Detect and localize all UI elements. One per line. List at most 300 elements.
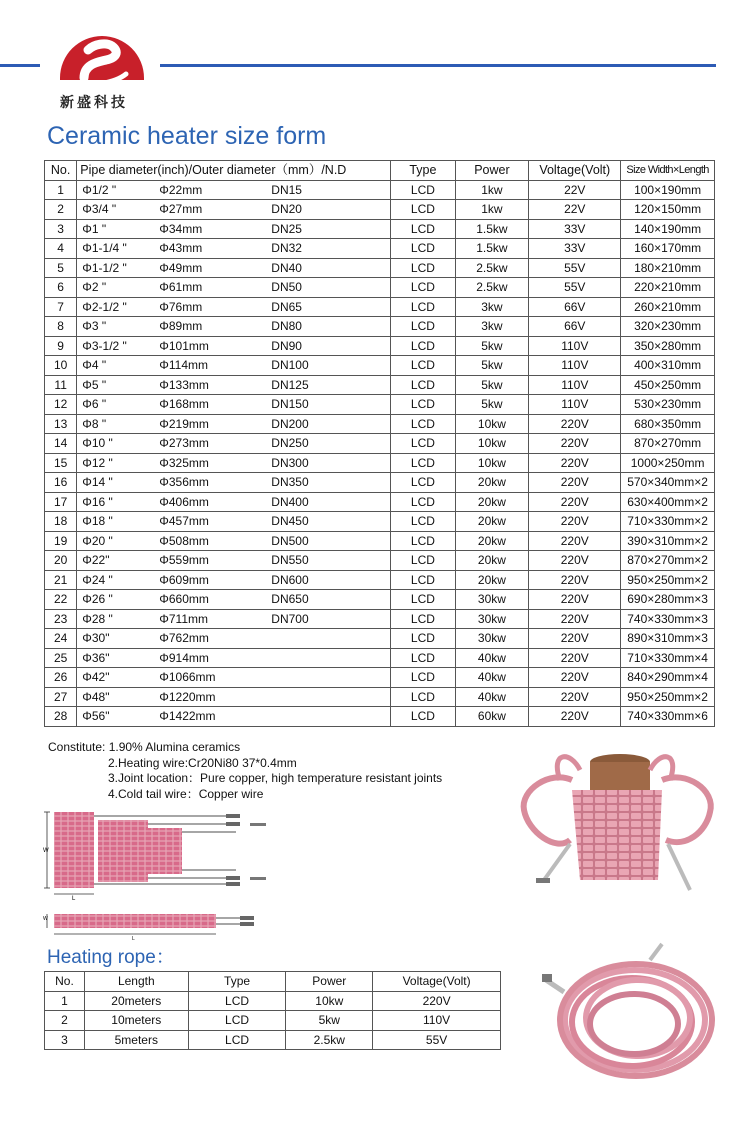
cell-size: 740×330mm×3: [621, 609, 715, 629]
cell-size: 680×350mm: [621, 414, 715, 434]
cell-pipe-diameter: [77, 492, 391, 512]
cell-mm: Φ1066mm: [159, 670, 216, 685]
cell-power: 5kw: [455, 375, 529, 395]
cell-pipe-diameter: [77, 570, 391, 590]
constitute-notes: [48, 740, 442, 802]
rope-cell-length: 20meters: [84, 991, 188, 1011]
table-row: [45, 258, 715, 278]
cell-voltage: 55V: [529, 278, 621, 298]
cell-type: LCD: [391, 609, 455, 629]
table-row: [45, 356, 715, 376]
cell-size: 100×190mm: [621, 180, 715, 200]
cell-power: 5kw: [455, 356, 529, 376]
cell-size: 630×400mm×2: [621, 492, 715, 512]
constitute-line: Constitute: 1.90% Alumina ceramics: [48, 740, 241, 754]
col-voltage: Voltage(Volt): [529, 161, 621, 181]
cell-pipe-diameter: [77, 297, 391, 317]
cell-power: 3kw: [455, 297, 529, 317]
cell-size: 870×270mm: [621, 434, 715, 454]
cell-size: 890×310mm×3: [621, 629, 715, 649]
company-logo-icon: [54, 20, 150, 90]
cell-no: 8: [45, 317, 77, 337]
rope-header-row: [45, 972, 501, 992]
cell-voltage: 220V: [529, 648, 621, 668]
table-row: [45, 668, 715, 688]
cell-power: 5kw: [455, 395, 529, 415]
l-dimension-label: L: [72, 896, 76, 902]
heater-pad-diagram: [40, 806, 280, 946]
cell-pipe-diameter: [77, 512, 391, 532]
cell-mm: Φ914mm: [159, 650, 209, 665]
cell-inch: Φ30": [82, 631, 110, 646]
cell-power: 5kw: [455, 336, 529, 356]
header-rule-left: [0, 64, 40, 67]
cell-power: 10kw: [455, 453, 529, 473]
rope-cell-power: 10kw: [286, 991, 373, 1011]
cell-nd: DN40: [271, 260, 302, 275]
cell-mm: Φ101mm: [159, 338, 209, 353]
table-row: [45, 687, 715, 707]
cell-no: 26: [45, 668, 77, 688]
table-row: [45, 200, 715, 220]
heating-rope-title: Heating rope：: [47, 947, 175, 968]
cell-mm: Φ27mm: [159, 202, 203, 217]
cell-size: 120×150mm: [621, 200, 715, 220]
cell-voltage: 220V: [529, 707, 621, 727]
cell-power: 10kw: [455, 414, 529, 434]
rope-cell-voltage: 55V: [373, 1030, 501, 1050]
table-row: [45, 453, 715, 473]
cell-no: 5: [45, 258, 77, 278]
cell-power: 20kw: [455, 512, 529, 532]
cell-no: 19: [45, 531, 77, 551]
cell-mm: Φ43mm: [159, 241, 203, 256]
cell-mm: Φ559mm: [159, 553, 209, 568]
cell-no: 18: [45, 512, 77, 532]
ceramic-heater-photo: [510, 740, 720, 900]
cell-size: 950×250mm×2: [621, 570, 715, 590]
cell-power: 20kw: [455, 551, 529, 571]
cell-mm: Φ325mm: [159, 455, 209, 470]
cell-nd: DN600: [271, 572, 309, 587]
cell-inch: Φ48": [82, 689, 110, 704]
cell-pipe-diameter: [77, 609, 391, 629]
cell-type: LCD: [391, 278, 455, 298]
cell-no: 16: [45, 473, 77, 493]
cell-inch: Φ12 ": [82, 455, 113, 470]
cell-voltage: 22V: [529, 200, 621, 220]
cell-inch: Φ10 ": [82, 436, 113, 451]
constitute-line: 3.Joint location：Pure copper, high temperature resistant joints: [108, 771, 443, 785]
cell-no: 10: [45, 356, 77, 376]
cell-mm: Φ508mm: [159, 533, 209, 548]
cell-power: 30kw: [455, 629, 529, 649]
cell-power: 1kw: [455, 180, 529, 200]
rope-col-length: Length: [84, 972, 188, 992]
cell-type: LCD: [391, 336, 455, 356]
cell-no: 9: [45, 336, 77, 356]
cell-inch: Φ20 ": [82, 533, 113, 548]
cell-type: LCD: [391, 317, 455, 337]
cell-voltage: 220V: [529, 473, 621, 493]
cell-power: 10kw: [455, 434, 529, 454]
table-row: [45, 434, 715, 454]
cell-power: 1.5kw: [455, 219, 529, 239]
cell-inch: Φ42": [82, 670, 110, 685]
cell-inch: Φ2 ": [82, 280, 107, 295]
cell-nd: DN450: [271, 514, 309, 529]
cell-type: LCD: [391, 375, 455, 395]
cell-pipe-diameter: [77, 219, 391, 239]
cell-no: 20: [45, 551, 77, 571]
cell-mm: Φ219mm: [159, 416, 209, 431]
cell-mm: Φ711mm: [159, 611, 208, 626]
cell-inch: Φ16 ": [82, 494, 113, 509]
rope-col-power: Power: [286, 972, 373, 992]
table-header-row: [45, 161, 715, 181]
rope-cell-no: 1: [45, 991, 85, 1011]
page-title: Ceramic heater size form: [47, 122, 327, 150]
cell-type: LCD: [391, 434, 455, 454]
cell-type: LCD: [391, 453, 455, 473]
cell-inch: Φ8 ": [82, 416, 107, 431]
cell-size: 870×270mm×2: [621, 551, 715, 571]
cell-size: 710×330mm×4: [621, 648, 715, 668]
cell-mm: Φ273mm: [159, 436, 209, 451]
cell-nd: DN500: [271, 533, 309, 548]
w-dimension-label: W: [43, 848, 49, 854]
cell-no: 11: [45, 375, 77, 395]
cell-nd: DN65: [271, 299, 302, 314]
cell-size: 530×230mm: [621, 395, 715, 415]
cell-inch: Φ1-1/2 ": [82, 260, 127, 275]
rope-cell-type: LCD: [188, 1011, 286, 1031]
cell-mm: Φ22mm: [159, 182, 203, 197]
cell-power: 1.5kw: [455, 239, 529, 259]
table-row: [45, 219, 715, 239]
cell-nd: DN250: [271, 436, 309, 451]
cell-power: 20kw: [455, 531, 529, 551]
cell-voltage: 220V: [529, 551, 621, 571]
cell-power: 60kw: [455, 707, 529, 727]
table-row: [45, 707, 715, 727]
cell-pipe-diameter: [77, 434, 391, 454]
cell-pipe-diameter: [77, 278, 391, 298]
cell-voltage: 220V: [529, 687, 621, 707]
table-row: [45, 317, 715, 337]
table-row: [45, 1011, 501, 1031]
cell-size: 690×280mm×3: [621, 590, 715, 610]
cell-nd: DN200: [271, 416, 309, 431]
l-dimension-label-strip: L: [132, 936, 135, 942]
cell-type: LCD: [391, 492, 455, 512]
cell-inch: Φ14 ": [82, 475, 113, 490]
cell-nd: DN100: [271, 358, 309, 373]
cell-no: 25: [45, 648, 77, 668]
cell-no: 15: [45, 453, 77, 473]
cell-mm: Φ356mm: [159, 475, 209, 490]
cell-inch: Φ22": [82, 553, 110, 568]
table-row: [45, 180, 715, 200]
cell-inch: Φ3-1/2 ": [82, 338, 127, 353]
w-dimension-label-strip: W: [43, 916, 48, 922]
cell-power: 2.5kw: [455, 278, 529, 298]
cell-nd: DN400: [271, 494, 309, 509]
cell-voltage: 220V: [529, 414, 621, 434]
cell-mm: Φ89mm: [159, 319, 203, 334]
cell-pipe-diameter: [77, 531, 391, 551]
rope-cell-type: LCD: [188, 1030, 286, 1050]
table-row: [45, 492, 715, 512]
cell-nd: DN300: [271, 455, 309, 470]
cell-nd: DN700: [271, 611, 309, 626]
table-row: [45, 239, 715, 259]
cell-size: 350×280mm: [621, 336, 715, 356]
table-row: [45, 375, 715, 395]
cell-power: 2.5kw: [455, 258, 529, 278]
cell-inch: Φ1 ": [82, 221, 107, 236]
cell-size: 950×250mm×2: [621, 687, 715, 707]
cell-inch: Φ1/2 ": [82, 182, 117, 197]
cell-pipe-diameter: [77, 200, 391, 220]
cell-voltage: 220V: [529, 668, 621, 688]
cell-no: 22: [45, 590, 77, 610]
cell-no: 2: [45, 200, 77, 220]
cell-mm: Φ61mm: [159, 280, 203, 295]
table-row: [45, 551, 715, 571]
cell-nd: DN20: [271, 202, 302, 217]
cell-type: LCD: [391, 180, 455, 200]
cell-mm: Φ168mm: [159, 397, 209, 412]
cell-no: 13: [45, 414, 77, 434]
cell-power: 20kw: [455, 570, 529, 590]
cell-pipe-diameter: [77, 648, 391, 668]
cell-voltage: 33V: [529, 219, 621, 239]
constitute-line: 2.Heating wire:Cr20Ni80 37*0.4mm: [108, 755, 297, 770]
cell-pipe-diameter: [77, 239, 391, 259]
cell-voltage: 66V: [529, 317, 621, 337]
col-no: No.: [45, 161, 77, 181]
rope-cell-power: 2.5kw: [286, 1030, 373, 1050]
rope-col-type: Type: [188, 972, 286, 992]
table-row: [45, 336, 715, 356]
cell-pipe-diameter: [77, 180, 391, 200]
table-row: [45, 531, 715, 551]
cell-size: 400×310mm: [621, 356, 715, 376]
company-name: 新盛科技: [60, 95, 128, 111]
cell-power: 30kw: [455, 590, 529, 610]
cell-size: 180×210mm: [621, 258, 715, 278]
rope-cell-length: 10meters: [84, 1011, 188, 1031]
cell-voltage: 220V: [529, 531, 621, 551]
table-row: [45, 629, 715, 649]
cell-power: 40kw: [455, 648, 529, 668]
rope-cell-voltage: 220V: [373, 991, 501, 1011]
cell-no: 17: [45, 492, 77, 512]
table-row: [45, 395, 715, 415]
cell-mm: Φ660mm: [159, 592, 209, 607]
table-row: [45, 278, 715, 298]
cell-type: LCD: [391, 668, 455, 688]
cell-nd: DN150: [271, 397, 309, 412]
cell-pipe-diameter: [77, 356, 391, 376]
cell-no: 23: [45, 609, 77, 629]
cell-type: LCD: [391, 473, 455, 493]
cell-type: LCD: [391, 648, 455, 668]
cell-power: 3kw: [455, 317, 529, 337]
cell-power: 20kw: [455, 492, 529, 512]
cell-no: 12: [45, 395, 77, 415]
cell-mm: Φ1220mm: [159, 689, 216, 704]
cell-no: 27: [45, 687, 77, 707]
cell-size: 390×310mm×2: [621, 531, 715, 551]
cell-inch: Φ36": [82, 650, 110, 665]
cell-voltage: 220V: [529, 434, 621, 454]
cell-pipe-diameter: [77, 629, 391, 649]
heating-rope-table: [44, 971, 501, 1050]
rope-cell-length: 5meters: [84, 1030, 188, 1050]
cell-type: LCD: [391, 570, 455, 590]
cell-no: 3: [45, 219, 77, 239]
cell-type: LCD: [391, 590, 455, 610]
cell-mm: Φ1422mm: [159, 709, 216, 724]
cell-voltage: 33V: [529, 239, 621, 259]
table-row: [45, 473, 715, 493]
cell-nd: DN650: [271, 592, 309, 607]
cell-mm: Φ49mm: [159, 260, 203, 275]
rope-cell-no: 2: [45, 1011, 85, 1031]
cell-type: LCD: [391, 707, 455, 727]
cell-pipe-diameter: [77, 395, 391, 415]
cell-inch: Φ5 ": [82, 377, 107, 392]
table-row: [45, 1030, 501, 1050]
table-row: [45, 648, 715, 668]
cell-type: LCD: [391, 414, 455, 434]
cell-pipe-diameter: [77, 375, 391, 395]
cell-inch: Φ1-1/4 ": [82, 241, 127, 256]
cell-size: 840×290mm×4: [621, 668, 715, 688]
cell-no: 7: [45, 297, 77, 317]
cell-inch: Φ24 ": [82, 572, 113, 587]
rope-cell-type: LCD: [188, 991, 286, 1011]
cell-voltage: 220V: [529, 492, 621, 512]
cell-nd: DN15: [271, 182, 302, 197]
cell-mm: Φ34mm: [159, 221, 203, 236]
rope-cell-power: 5kw: [286, 1011, 373, 1031]
cell-size: 320×230mm: [621, 317, 715, 337]
cell-voltage: 110V: [529, 375, 621, 395]
cell-type: LCD: [391, 239, 455, 259]
cell-mm: Φ114mm: [159, 358, 208, 373]
cell-pipe-diameter: [77, 687, 391, 707]
cell-inch: Φ26 ": [82, 592, 113, 607]
cell-pipe-diameter: [77, 668, 391, 688]
table-row: [45, 297, 715, 317]
cell-type: LCD: [391, 629, 455, 649]
cell-type: LCD: [391, 551, 455, 571]
cell-inch: Φ18 ": [82, 514, 113, 529]
cell-type: LCD: [391, 219, 455, 239]
cell-mm: Φ762mm: [159, 631, 209, 646]
cell-type: LCD: [391, 258, 455, 278]
cell-inch: Φ6 ": [82, 397, 107, 412]
cell-type: LCD: [391, 356, 455, 376]
cell-no: 14: [45, 434, 77, 454]
cell-no: 28: [45, 707, 77, 727]
cell-size: 220×210mm: [621, 278, 715, 298]
cell-voltage: 220V: [529, 609, 621, 629]
cell-inch: Φ4 ": [82, 358, 107, 373]
col-size: Size Width×Length: [621, 161, 715, 181]
cell-pipe-diameter: [77, 258, 391, 278]
table-row: [45, 590, 715, 610]
cell-nd: DN90: [271, 338, 302, 353]
cell-no: 4: [45, 239, 77, 259]
table-row: [45, 609, 715, 629]
cell-voltage: 220V: [529, 570, 621, 590]
table-row: [45, 414, 715, 434]
cell-size: 260×210mm: [621, 297, 715, 317]
cell-mm: Φ457mm: [159, 514, 209, 529]
rope-cell-voltage: 110V: [373, 1011, 501, 1031]
cell-mm: Φ76mm: [159, 299, 203, 314]
cell-pipe-diameter: [77, 551, 391, 571]
cell-type: LCD: [391, 512, 455, 532]
cell-size: 740×330mm×6: [621, 707, 715, 727]
cell-inch: Φ28 ": [82, 611, 113, 626]
cell-voltage: 220V: [529, 512, 621, 532]
cell-size: 710×330mm×2: [621, 512, 715, 532]
constitute-line: 4.Cold tail wire：Copper wire: [108, 786, 264, 801]
cell-pipe-diameter: [77, 707, 391, 727]
rope-col-no: No.: [45, 972, 85, 992]
cell-inch: Φ3/4 ": [82, 202, 117, 217]
header-rule-right: [160, 64, 716, 67]
cell-nd: DN32: [271, 241, 302, 256]
cell-power: 20kw: [455, 473, 529, 493]
table-row: [45, 512, 715, 532]
cell-no: 6: [45, 278, 77, 298]
cell-power: 30kw: [455, 609, 529, 629]
cell-voltage: 220V: [529, 629, 621, 649]
cell-pipe-diameter: [77, 336, 391, 356]
cell-nd: DN80: [271, 319, 302, 334]
cell-power: 40kw: [455, 668, 529, 688]
cell-inch: Φ3 ": [82, 319, 107, 334]
rope-col-voltage: Voltage(Volt): [373, 972, 501, 992]
cell-no: 1: [45, 180, 77, 200]
cell-power: 1kw: [455, 200, 529, 220]
cell-nd: DN350: [271, 475, 309, 490]
cell-mm: Φ609mm: [159, 572, 209, 587]
cell-size: 160×170mm: [621, 239, 715, 259]
cell-no: 24: [45, 629, 77, 649]
cell-no: 21: [45, 570, 77, 590]
cell-pipe-diameter: [77, 414, 391, 434]
cell-size: 1000×250mm: [621, 453, 715, 473]
cell-pipe-diameter: [77, 317, 391, 337]
cell-inch: Φ56": [82, 709, 110, 724]
cell-voltage: 22V: [529, 180, 621, 200]
cell-type: LCD: [391, 395, 455, 415]
col-power: Power: [455, 161, 529, 181]
cell-pipe-diameter: [77, 590, 391, 610]
cell-voltage: 220V: [529, 590, 621, 610]
cell-nd: DN25: [271, 221, 302, 236]
cell-size: 140×190mm: [621, 219, 715, 239]
cell-type: LCD: [391, 531, 455, 551]
cell-voltage: 110V: [529, 356, 621, 376]
